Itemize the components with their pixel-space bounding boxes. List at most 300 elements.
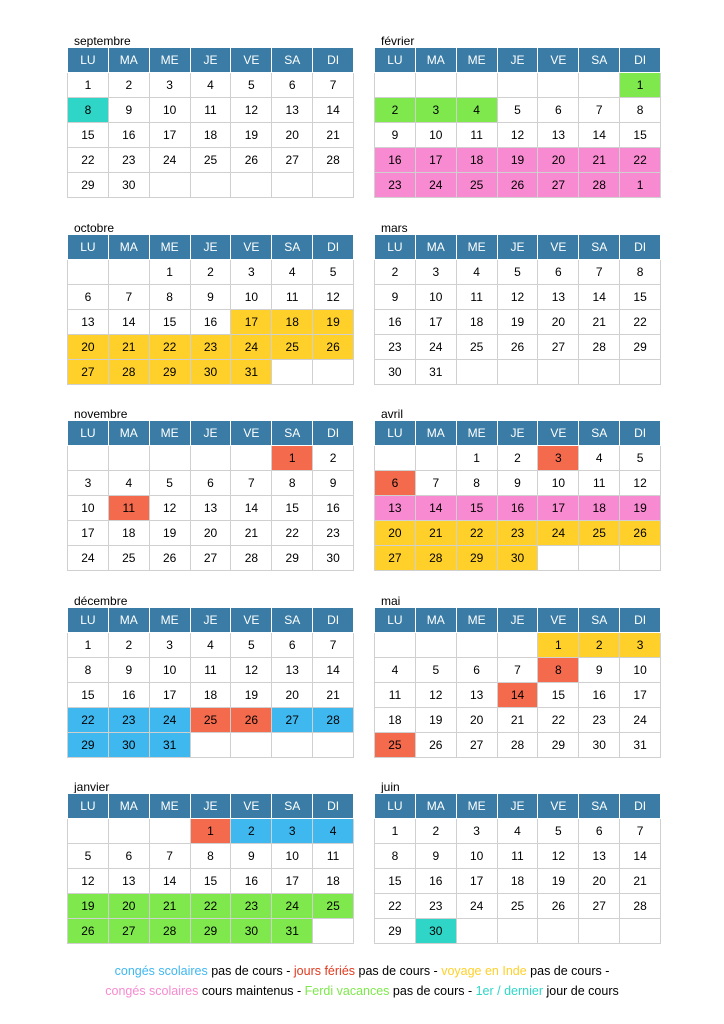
day-cell: 27	[375, 546, 416, 571]
day-cell: 16	[375, 310, 416, 335]
week-row	[68, 708, 354, 733]
day-cell: 21	[497, 708, 538, 733]
day-cell: 24	[272, 894, 313, 919]
day-cell: 25	[579, 521, 620, 546]
weekday-header: LU	[68, 48, 109, 73]
day-cell: 17	[231, 310, 272, 335]
day-cell: 21	[313, 123, 354, 148]
day-cell: 9	[375, 123, 416, 148]
day-cell: 15	[68, 683, 109, 708]
day-cell: 19	[313, 310, 354, 335]
day-cell: 15	[620, 285, 661, 310]
day-cell: 13	[68, 310, 109, 335]
day-cell: 1	[190, 819, 231, 844]
weekday-header: JE	[497, 608, 538, 633]
week-row	[68, 819, 354, 844]
day-cell: 19	[415, 708, 456, 733]
day-cell: 30	[108, 733, 149, 758]
day-cell: 8	[190, 844, 231, 869]
weekday-header: JE	[497, 421, 538, 446]
day-cell: 23	[313, 521, 354, 546]
month-table	[67, 420, 354, 571]
day-cell: 12	[620, 471, 661, 496]
day-cell: 4	[272, 260, 313, 285]
week-row	[375, 844, 661, 869]
day-cell: 28	[579, 173, 620, 198]
legend-text: pas de cours -	[355, 964, 442, 978]
day-cell: 4	[108, 471, 149, 496]
weekday-header: LU	[375, 794, 416, 819]
day-cell: 20	[68, 335, 109, 360]
weekday-header: JE	[497, 235, 538, 260]
day-cell: 9	[108, 98, 149, 123]
weekday-header: DI	[313, 48, 354, 73]
day-cell: 28	[231, 546, 272, 571]
day-cell: 15	[272, 496, 313, 521]
day-cell: 17	[272, 869, 313, 894]
day-cell: 4	[456, 98, 497, 123]
day-cell	[579, 73, 620, 98]
day-cell: 12	[231, 658, 272, 683]
weekday-header: MA	[108, 608, 149, 633]
day-cell: 31	[620, 733, 661, 758]
week-row	[375, 471, 661, 496]
day-cell: 7	[108, 285, 149, 310]
day-cell: 26	[497, 173, 538, 198]
weekday-header: MA	[108, 794, 149, 819]
day-cell: 3	[231, 260, 272, 285]
day-cell: 22	[272, 521, 313, 546]
day-cell: 19	[497, 148, 538, 173]
week-row	[375, 869, 661, 894]
day-cell: 5	[538, 819, 579, 844]
month-title: novembre	[74, 407, 128, 421]
day-cell: 28	[579, 335, 620, 360]
day-cell: 25	[456, 335, 497, 360]
day-cell: 30	[190, 360, 231, 385]
day-cell: 14	[313, 658, 354, 683]
legend-text: jour de cours	[543, 984, 619, 998]
day-cell: 9	[375, 285, 416, 310]
day-cell: 30	[108, 173, 149, 198]
day-cell: 1	[375, 819, 416, 844]
week-row	[68, 633, 354, 658]
day-cell	[620, 546, 661, 571]
day-cell: 29	[620, 335, 661, 360]
weekday-header: JE	[190, 235, 231, 260]
day-cell: 17	[456, 869, 497, 894]
day-cell: 6	[272, 633, 313, 658]
day-cell: 17	[538, 496, 579, 521]
day-cell: 24	[415, 335, 456, 360]
day-cell: 18	[272, 310, 313, 335]
weekday-header: LU	[68, 235, 109, 260]
month-table	[374, 420, 661, 571]
day-cell: 27	[68, 360, 109, 385]
weekday-header: LU	[375, 608, 416, 633]
day-cell: 28	[313, 148, 354, 173]
day-cell: 6	[272, 73, 313, 98]
day-cell: 10	[149, 658, 190, 683]
week-row	[375, 73, 661, 98]
day-cell: 2	[108, 633, 149, 658]
week-row	[68, 285, 354, 310]
day-cell	[579, 546, 620, 571]
day-cell: 30	[497, 546, 538, 571]
day-cell: 11	[313, 844, 354, 869]
day-cell: 18	[375, 708, 416, 733]
day-cell: 8	[149, 285, 190, 310]
day-cell: 30	[415, 919, 456, 944]
day-cell: 5	[415, 658, 456, 683]
day-cell	[68, 260, 109, 285]
day-cell: 21	[579, 310, 620, 335]
day-cell: 19	[231, 123, 272, 148]
week-row	[68, 310, 354, 335]
weekday-header: JE	[497, 794, 538, 819]
weekday-header: ME	[456, 794, 497, 819]
day-cell: 2	[190, 260, 231, 285]
weekday-header: VE	[538, 235, 579, 260]
day-cell: 16	[190, 310, 231, 335]
day-cell: 24	[538, 521, 579, 546]
day-cell: 16	[313, 496, 354, 521]
day-cell: 27	[190, 546, 231, 571]
day-cell: 14	[579, 123, 620, 148]
day-cell: 1	[149, 260, 190, 285]
day-cell: 5	[497, 260, 538, 285]
weekday-header: VE	[538, 421, 579, 446]
day-cell: 8	[68, 98, 109, 123]
week-row	[68, 919, 354, 944]
day-cell: 18	[456, 148, 497, 173]
day-cell: 3	[272, 819, 313, 844]
day-cell: 21	[579, 148, 620, 173]
week-row	[375, 658, 661, 683]
day-cell: 21	[231, 521, 272, 546]
day-cell: 7	[149, 844, 190, 869]
day-cell: 9	[415, 844, 456, 869]
weekday-header: SA	[272, 421, 313, 446]
week-row	[68, 869, 354, 894]
day-cell: 30	[313, 546, 354, 571]
month-table	[67, 607, 354, 758]
day-cell	[149, 819, 190, 844]
day-cell: 14	[497, 683, 538, 708]
day-cell: 13	[456, 683, 497, 708]
day-cell: 4	[313, 819, 354, 844]
weekday-header: VE	[231, 794, 272, 819]
day-cell: 13	[272, 658, 313, 683]
day-cell: 4	[497, 819, 538, 844]
day-cell: 28	[415, 546, 456, 571]
day-cell: 23	[108, 148, 149, 173]
day-cell	[108, 819, 149, 844]
day-cell: 3	[68, 471, 109, 496]
month-table	[374, 47, 661, 198]
week-row	[68, 360, 354, 385]
day-cell: 10	[68, 496, 109, 521]
day-cell: 7	[497, 658, 538, 683]
day-cell: 23	[415, 894, 456, 919]
day-cell: 31	[231, 360, 272, 385]
day-cell	[149, 173, 190, 198]
day-cell: 8	[620, 98, 661, 123]
day-cell: 18	[456, 310, 497, 335]
weekday-header: VE	[231, 421, 272, 446]
day-cell: 15	[456, 496, 497, 521]
day-cell: 11	[497, 844, 538, 869]
day-cell	[538, 546, 579, 571]
day-cell	[313, 360, 354, 385]
legend-premier-dernier: 1er / dernier	[475, 984, 543, 998]
weekday-header: SA	[579, 608, 620, 633]
legend-line-1	[0, 961, 724, 981]
legend-ferdi-vacances: Ferdi vacances	[304, 984, 390, 998]
week-row	[375, 310, 661, 335]
day-cell: 10	[272, 844, 313, 869]
day-cell: 7	[313, 73, 354, 98]
day-cell: 17	[68, 521, 109, 546]
week-row	[375, 285, 661, 310]
day-cell	[497, 360, 538, 385]
weekday-header: JE	[497, 48, 538, 73]
day-cell: 11	[272, 285, 313, 310]
day-cell: 4	[579, 446, 620, 471]
day-cell: 2	[313, 446, 354, 471]
day-cell: 24	[456, 894, 497, 919]
day-cell	[272, 733, 313, 758]
day-cell	[456, 919, 497, 944]
week-row	[68, 335, 354, 360]
day-cell: 27	[272, 708, 313, 733]
week-row	[68, 148, 354, 173]
day-cell: 2	[375, 98, 416, 123]
day-cell: 21	[620, 869, 661, 894]
week-row	[375, 919, 661, 944]
day-cell: 15	[375, 869, 416, 894]
day-cell	[231, 173, 272, 198]
month-table	[67, 47, 354, 198]
day-cell: 30	[579, 733, 620, 758]
day-cell: 1	[456, 446, 497, 471]
weekday-header: DI	[620, 48, 661, 73]
month-title: décembre	[74, 594, 128, 608]
day-cell	[497, 73, 538, 98]
weekday-header: ME	[149, 608, 190, 633]
day-cell: 25	[375, 733, 416, 758]
week-row	[375, 446, 661, 471]
month-table	[374, 607, 661, 758]
day-cell: 13	[108, 869, 149, 894]
month-table	[67, 234, 354, 385]
day-cell: 11	[456, 285, 497, 310]
week-row	[375, 683, 661, 708]
day-cell: 3	[149, 73, 190, 98]
day-cell	[149, 446, 190, 471]
weekday-header: ME	[456, 608, 497, 633]
day-cell: 7	[231, 471, 272, 496]
day-cell: 26	[149, 546, 190, 571]
weekday-header: SA	[579, 235, 620, 260]
weekday-header: DI	[620, 235, 661, 260]
day-cell: 6	[375, 471, 416, 496]
day-cell: 23	[579, 708, 620, 733]
day-cell: 12	[313, 285, 354, 310]
day-cell: 22	[149, 335, 190, 360]
day-cell: 28	[108, 360, 149, 385]
day-cell: 19	[231, 683, 272, 708]
week-row	[68, 446, 354, 471]
day-cell: 18	[190, 683, 231, 708]
weekday-header: DI	[313, 421, 354, 446]
day-cell: 26	[313, 335, 354, 360]
day-cell: 26	[538, 894, 579, 919]
day-cell	[108, 260, 149, 285]
day-cell: 17	[415, 310, 456, 335]
weekday-header: SA	[272, 794, 313, 819]
weekday-header: MA	[415, 235, 456, 260]
day-cell: 22	[190, 894, 231, 919]
day-cell: 3	[149, 633, 190, 658]
weekday-header: DI	[313, 794, 354, 819]
day-cell: 5	[231, 73, 272, 98]
day-cell: 18	[579, 496, 620, 521]
day-cell: 19	[68, 894, 109, 919]
day-cell: 4	[375, 658, 416, 683]
day-cell: 25	[108, 546, 149, 571]
weekday-header: ME	[456, 235, 497, 260]
day-cell: 19	[149, 521, 190, 546]
month-title: septembre	[74, 34, 131, 48]
day-cell: 19	[497, 310, 538, 335]
day-cell: 11	[456, 123, 497, 148]
month-title: février	[381, 34, 415, 48]
day-cell: 2	[415, 819, 456, 844]
day-cell: 12	[415, 683, 456, 708]
day-cell	[620, 919, 661, 944]
day-cell: 22	[620, 310, 661, 335]
day-cell: 29	[375, 919, 416, 944]
day-cell: 14	[108, 310, 149, 335]
day-cell: 3	[456, 819, 497, 844]
day-cell: 15	[68, 123, 109, 148]
weekday-header: ME	[149, 48, 190, 73]
week-row	[375, 633, 661, 658]
day-cell: 14	[149, 869, 190, 894]
month-title: janvier	[74, 780, 110, 794]
day-cell: 25	[190, 708, 231, 733]
day-cell: 13	[538, 123, 579, 148]
day-cell: 25	[190, 148, 231, 173]
day-cell: 23	[231, 894, 272, 919]
week-row	[375, 546, 661, 571]
month-table	[374, 234, 661, 385]
day-cell: 27	[108, 919, 149, 944]
weekday-header: SA	[272, 608, 313, 633]
day-cell: 12	[149, 496, 190, 521]
legend-jours-feries: jours fériés	[293, 964, 356, 978]
weekday-header: ME	[149, 794, 190, 819]
day-cell: 29	[538, 733, 579, 758]
legend-line-2	[0, 981, 724, 1001]
day-cell: 10	[620, 658, 661, 683]
weekday-header: JE	[190, 48, 231, 73]
week-row	[68, 521, 354, 546]
day-cell: 27	[538, 173, 579, 198]
day-cell: 16	[497, 496, 538, 521]
day-cell: 25	[456, 173, 497, 198]
day-cell	[375, 446, 416, 471]
day-cell: 9	[497, 471, 538, 496]
day-cell: 26	[68, 919, 109, 944]
day-cell	[375, 73, 416, 98]
day-cell: 28	[620, 894, 661, 919]
day-cell: 14	[579, 285, 620, 310]
weekday-header: MA	[108, 421, 149, 446]
weekday-header: SA	[272, 48, 313, 73]
weekday-header: SA	[272, 235, 313, 260]
weekday-header: JE	[190, 608, 231, 633]
month-title: avril	[381, 407, 404, 421]
day-cell: 22	[620, 148, 661, 173]
day-cell: 22	[375, 894, 416, 919]
day-cell: 22	[68, 708, 109, 733]
day-cell: 20	[272, 123, 313, 148]
day-cell: 26	[231, 148, 272, 173]
day-cell: 15	[190, 869, 231, 894]
day-cell: 20	[190, 521, 231, 546]
week-row	[375, 260, 661, 285]
week-row	[68, 173, 354, 198]
day-cell: 3	[620, 633, 661, 658]
month-title: mars	[381, 221, 408, 235]
day-cell: 6	[456, 658, 497, 683]
day-cell	[456, 73, 497, 98]
day-cell: 6	[190, 471, 231, 496]
weekday-header: DI	[313, 608, 354, 633]
day-cell: 9	[231, 844, 272, 869]
day-cell: 14	[231, 496, 272, 521]
day-cell: 13	[272, 98, 313, 123]
weekday-header: MA	[108, 48, 149, 73]
weekday-header: MA	[108, 235, 149, 260]
day-cell: 8	[538, 658, 579, 683]
day-cell: 20	[538, 148, 579, 173]
week-row	[68, 123, 354, 148]
day-cell: 15	[620, 123, 661, 148]
day-cell: 16	[231, 869, 272, 894]
day-cell: 11	[108, 496, 149, 521]
day-cell: 30	[375, 360, 416, 385]
day-cell: 6	[538, 98, 579, 123]
legend-text: pas de cours -	[389, 984, 476, 998]
weekday-header: DI	[620, 608, 661, 633]
day-cell: 2	[579, 633, 620, 658]
week-row	[375, 98, 661, 123]
week-row	[68, 496, 354, 521]
day-cell	[620, 360, 661, 385]
day-cell: 24	[415, 173, 456, 198]
day-cell: 29	[68, 733, 109, 758]
day-cell: 27	[272, 148, 313, 173]
day-cell: 6	[108, 844, 149, 869]
weekday-header: JE	[190, 421, 231, 446]
day-cell: 26	[231, 708, 272, 733]
day-cell: 7	[579, 260, 620, 285]
day-cell: 13	[579, 844, 620, 869]
day-cell: 22	[538, 708, 579, 733]
